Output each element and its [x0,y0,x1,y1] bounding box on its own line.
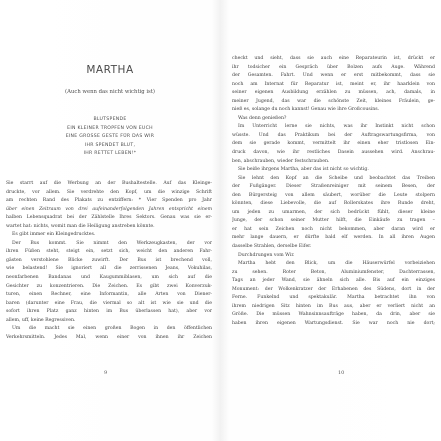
text-line: Der Bus kommt. Sie nimmt den Werkzeugkasten, der vor [12,240,212,246]
text-line: am rechten Rand des Plakats zu entziffern: * Vier Spenden pro Jahr [6,198,212,204]
text-line: Was denn genießen? [238,115,287,121]
text-line: Monument: der Wolkenkratzer der Erhabenen des Südens, dort in der [232,286,435,292]
text-line: Größe. Die müssen Wahnsinnsaufträge haben, da drin, aber sie [232,312,435,318]
poster-text-line: BLUTSPENDE [93,117,127,122]
poster-text-line: IHR RETTET LEBEN!* [83,151,137,157]
text-line: Um die macht sie einen großen Bogen in den öffentlichen [12,326,212,332]
text-line: seiner eigenen Ausbildung erzählen zu müssen, ach, damals, in [232,90,435,96]
text-line: checkt und sieht, dass sie auch eine Reparateurin ist, drückt er [232,56,435,61]
chapter-subtitle: (Auch wenn das nicht wichtig ist) [65,89,155,95]
text-line: noch am Internat für Reparatur ist, meint er, ihr haarklein von [232,81,435,87]
text-line: er hat sein Zeichen noch nicht bekommen, aber daran wird er [232,226,435,232]
text-line: Martha hebt den Blick, um die Häuserwürfel vorbeiziehen [238,261,435,267]
right-page-body [232,55,435,329]
text-line: ihr todsicher ein Gespräch über Bolzen aufs Auge. Während [232,64,435,70]
text-line: druck davon, wie ihr restliches Dasein aussehen wird. Anschrau- [232,150,435,156]
text-line: Sie starrt auf die Werbung an der Bushaltestelle. Auf das Kleinge- [6,181,212,186]
text-line: über einen Zeitraum von drei aufeinanderfolgenden Jahren entspricht einem [6,206,212,212]
text-line: meiner Jugend, das war die schönste Zeit, kleines Fräulein, ge- [232,98,435,104]
poster-text-line: EIN KLEINER TROPFEN VON EUCH [67,125,153,131]
text-line: dasselbe Strahlen, derselbe Eifer. [232,244,312,250]
text-line: Tags an jeder Wand, sie ähneln sich alle. Bis auf ein einziges [232,278,435,284]
text-line: Verkehrsmitteln. Jedes Mal, wenn einer von ihnen ihr Zeichen [6,334,212,340]
poster-text-line: EINE GROSSE GESTE FÜR DAS WIR [65,134,155,140]
text-line: sofort ihren Platz ganz hinten im Bus überlassen hat), aber vor [6,309,212,315]
text-line: ihren Füßen steht, steigt ein, setzt sich, weicht den anderen Fahr- [6,249,212,255]
text-line: ben, abschrauben, wieder festschrauben. [232,158,330,164]
page-number-left: 9 [104,370,108,376]
text-line: Sie lehnt den Kopf an die Scheibe und beobachtet das Treiben [238,175,435,181]
text-line: nieß es, solange du noch kannst! Genau wie ihre Großcousins. [232,107,380,113]
text-line: den Bürgersteig von allem säubert, worüber die Leute stolpern [232,192,435,198]
text-line: Junge, der schon seiner Mutter hilft, die Einkäufe zu tragen – [232,218,435,224]
text-line: wüsste. Und das Praktikum bei der Auftragswartungsfirma, von [232,132,435,138]
text-line: neonfarbenen Bandanas und Kaugummiblasen, um sich auf die [6,275,212,281]
text-line: Durchdrungen vom Wir. [238,252,295,258]
text-line: Sie beiße ihrgens Martha, aber das ist nicht so wichtig. [238,167,369,173]
text-line: zu sehen. Roter Beton, Aluminiumfenster, Dachterrassen, [232,269,435,275]
text-line: um jeden zu umarmen, der sich bedrückt fühlt, dieser kleine [232,209,435,215]
text-line: dem sie gerade kommt, vermittelt ihr einen eher tristlosen Ein- [232,141,435,147]
chapter-title: MARTHA [86,64,134,76]
text-line: Ferne. Funkelnd und spektakulär. Martha betrachtet ihn von [232,295,435,301]
text-line: mehr lange dauern, er dürfte bald elf werden. In all ihren Augen [232,235,435,241]
text-line: Es gibt immer ein Kleingedrucktes. [12,232,96,238]
text-line: Gesichter zu konzentrieren. Die Zeichen. Es gibt zwei Konverzuk- [6,283,212,289]
text-line: gästen verstohlene Blicke zuwirft. Der Bus ist brechend voll, [6,257,212,263]
text-line: turen, einen Rechner, eine Informantin, alle Arten von Diener- [6,292,212,298]
text-line: haben ihren eigenen Wartungsdienst. Sie war noch nie dort; [232,320,435,326]
text-line: der Gesamten. Fahrt. Und wenn er erst mitbekommt, dass sie [232,73,435,79]
page-number-right: 10 [338,370,345,376]
text-line: allem, uff, keine Regressiven. [6,317,76,323]
text-line: Im Unterricht lerne sie nichts, was ihr Instinkt nicht schon [238,124,435,130]
text-line: könnten, diese Liebevolle, die auf Rollerskates ihre Runde dreht, [232,201,435,207]
poster-text-line: IHR SPENDET BLUT, [84,142,136,148]
text-line: baren (darunter eine Frau, die viermal so alt ist wie sie und die [6,300,212,306]
blood-donation-poster-text [0,116,220,159]
text-line: druckte, vor allem. Sie verdrehte den Kopf, um die winzige Schrift [6,189,212,195]
left-page-body [6,180,212,342]
text-line: wie belastend! Sie ignoriert all die zerrissenen Jeans, Vokuhilas, [6,266,212,272]
text-line: der Fußgänger. Dieser Straßenreiniger mit seinem Besen, der [232,184,435,190]
text-line: halben Lebensquadrat bei der Zählstelle Ihres Sektors. Genau was sie er- [6,215,212,221]
text-line: wartet hat: nichts, womit man die Heiligung anstreben könnte. [6,223,155,229]
text-line: ihrem niedrigen Sitz hinten im Bus aus, aber er verliert nicht an [232,303,435,309]
